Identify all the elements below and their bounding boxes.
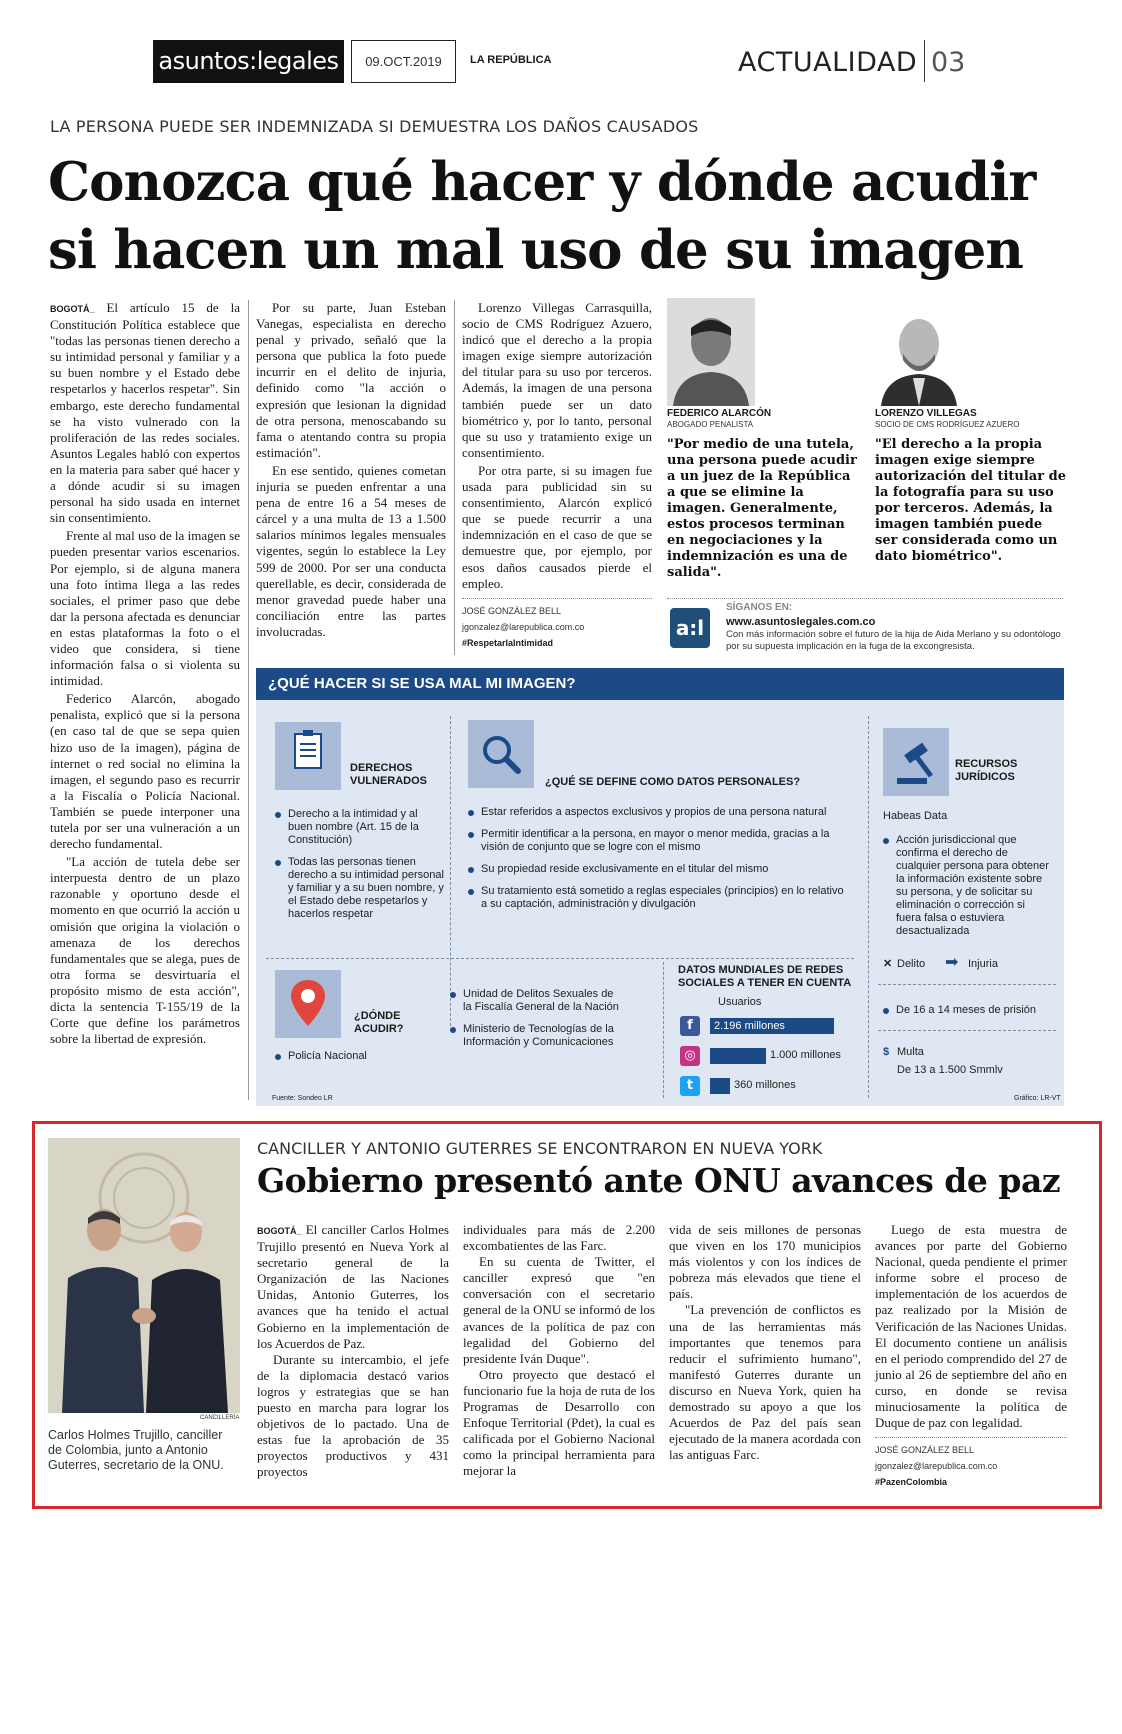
pull-quote-2: "El derecho a la propia imagen exige siempre autorización del titular de la fotografía para su uso por terceros. Además, la imagen también puede ser considerada como un dato biométrico". [875, 437, 1066, 564]
story-kicker: LA PERSONA PUEDE SER INDEMNIZADA SI DEMUESTRA LOS DAÑOS CAUSADOS [50, 117, 699, 136]
article-paragraph: En ese sentido, quienes cometan injuria se pueden enfrentar a una pena de entre 16 a 54 meses de cárcel y a una multa de 13 a 1.500 salarios mínimos legales mensuales vigentes, según lo establece la Ley 599 de 2000. Por ser una conducta querellable, es decir, considerada de menor gravedad puede haber una conciliación entre las partes involucradas. [256, 462, 446, 639]
portrait-lorenzo-villegas [875, 298, 963, 406]
article-column-1 [50, 300, 240, 1049]
list-item: De 16 a 14 meses de prisión [883, 1004, 1058, 1017]
article-paragraph: "La acción de tutela debe ser interpuesta dentro de un plazo razonable y oportuno desde el momento en que ocurrió la acción u omisión que origina la violación o amenaza de los derechos fundamentales que se alega, pues de otra forma se desvirtuaría el propósito mismo de esta acción", dicta la sentencia T-155/19 de la Corte que define los parámetros sobre la libertad de expresión. [50, 854, 240, 1047]
follow-label: SÍGANOS EN: [726, 602, 793, 613]
where-list-2 [450, 988, 620, 1058]
list-item: Ministerio de Tecnologías de la Información y Comunicaciones [450, 1023, 620, 1049]
list-item: Unidad de Delitos Sexuales de la Fiscalía General de la Nación [450, 988, 620, 1014]
habeas-list [883, 834, 1053, 947]
money-icon: $ [883, 1046, 890, 1058]
rights-list [275, 808, 445, 930]
article-paragraph: Federico Alarcón, abogado penalista, explicó que si la persona (en caso tal de que se sepa quien hizo uso de la imagen), página de internet o red social no elimina la imagen, el segundo paso es recurrir a la Fiscalía o Policía Nacional. También se puede interponer una tutela por ser una vulneración a un derecho fundamental. [50, 691, 240, 852]
chart-bar-label: 1.000 millones [770, 1049, 841, 1061]
twitter-icon: t [680, 1076, 700, 1096]
quote-role-1: ABOGADO PENALISTA [667, 420, 754, 429]
habeas-data-label: Habeas Data [883, 810, 948, 822]
graphic-credit: Gráfico: LR-VT [1014, 1095, 1061, 1102]
location-pin-icon [275, 970, 341, 1038]
social-heading: DATOS MUNDIALES DE REDES SOCIALES A TENER EN CUENTA [678, 964, 852, 989]
person-photo-icon [667, 298, 755, 406]
article-paragraph: BOGOTÁ_ El artículo 15 de la Constitución Política establece que "todas las personas tienen derecho a su intimidad personal y familiar y a su buen nombre y el Estado debe respetarlos y hacerlos respetar". Sin embargo, este derecho fundamental se ha visto vulnerado con la proliferación de las redes sociales. Asuntos Legales habló con expertos en la materia para saber qué hacer y a dónde acudir si su imagen personal ha sido usada en internet sin consentimiento. [50, 300, 240, 526]
quote-name-2: LORENZO VILLEGAS [875, 408, 977, 419]
facebook-icon: f [680, 1016, 700, 1036]
article-paragraph: Por su parte, Juan Esteban Vanegas, especialista en derecho penal y privado, señaló que la persona que publica la foto puede incurrir en el delito de injuria, definido como "la acción o expresión que lesionan la dignidad de otra persona, menoscabando su fama o atentando contra su propia estimación". [256, 300, 446, 460]
story2-column-3 [669, 1222, 861, 1463]
infographic-divider [450, 716, 451, 1026]
personal-data-list [468, 806, 848, 920]
byline: JOSÉ GONZÁLEZ BELL [462, 605, 562, 616]
publication-logo: asuntos:legales [153, 40, 344, 83]
list-item: Su propiedad reside exclusivamente en el titular del mismo [468, 863, 848, 876]
asuntos-legales-logo-icon: a:l [670, 608, 710, 648]
x-icon: ✕ [883, 958, 893, 970]
chart-bar-label: 2.196 millones [714, 1020, 785, 1032]
where-list [275, 1050, 445, 1072]
dateline: BOGOTÁ_ [257, 1226, 302, 1236]
photo-caption: Carlos Holmes Trujillo, canciller de Colombia, junto a Antonio Guterres, secretario de la ONU. [48, 1428, 224, 1472]
dateline: BOGOTÁ_ [50, 304, 95, 314]
article-paragraph: En su cuenta de Twitter, el canciller expresó que "en conversación con el secretario general de la ONU se informó de los avances de la política de paz con legalidad del Gobierno del presidente Iván Duque". [463, 1254, 655, 1366]
section-title: ACTUALIDAD [738, 47, 918, 78]
social-subheading: Usuarios [718, 996, 762, 1008]
fine-value: De 13 a 1.500 Smmlv [897, 1064, 1003, 1076]
delito-label: Delito [897, 958, 926, 970]
page-number: 03 [931, 47, 966, 78]
chart-bar-label: 360 millones [734, 1079, 796, 1091]
column-rule [454, 300, 455, 655]
infographic-title: ¿QUÉ HACER SI SE USA MAL MI IMAGEN? [256, 668, 1064, 700]
infographic-divider [663, 962, 664, 1098]
column-rule [248, 300, 249, 1100]
article-paragraph: Por otra parte, si su imagen fue usada para publicidad sin su consentimiento, Alarcón explicó que se puede recurrir a una indemnización en el caso de que se demuestre que, por ejemplo, por esos daños causados pierde el empleo. [462, 462, 652, 591]
author-email[interactable]: jgonzalez@larepublica.com.co [462, 621, 585, 632]
article-paragraph: Frente al mal uso de la imagen se pueden presentar varios escenarios. Por ejemplo, si de alguna manera una foto íntima llega a las redes sociales, el primer paso que debe dar la persona afectada es denunciar en estas plataformas la foto o el video que considera, si tiene información falsa o si violenta su intimidad. [50, 528, 240, 689]
issue-date: 09.OCT.2019 [351, 40, 456, 83]
list-item: Permitir identificar a la persona, en mayor o menor medida, gracias a la visión de conjunto que se logre con el mismo [468, 828, 848, 854]
article-paragraph: "La prevención de conflictos es una de las herramientas más importantes que tenemos para reducir el sufrimiento humano", manifestó Guterres durante un discurso en Nueva York, quien ha demostrado su apoyo a que los Acuerdos de Paz del país sean ejecutado de la manera acordada con las antiguas Farc. [669, 1302, 861, 1463]
hashtag[interactable]: #RespetarlaIntimidad [462, 637, 554, 648]
pull-quote-1: "Por medio de una tutela, una persona puede acudir a un juez de la República a que se elimine la imagen. Generalmente, estos procesos terminan en negociaciones y la indemnización es una de salida". [667, 437, 857, 580]
magnifier-icon [468, 720, 534, 788]
arrow-right-icon: ➡ [945, 954, 959, 971]
article-paragraph: individuales para más de 2.200 excombatientes de las Farc. [463, 1222, 655, 1254]
newspaper-name: LA REPÚBLICA [470, 54, 552, 66]
legal-heading: RECURSOS JURÍDICOS [955, 758, 1018, 783]
section-divider [924, 40, 925, 82]
list-item: Estar referidos a aspectos exclusivos y propios de una persona natural [468, 806, 848, 819]
prison-list [883, 1004, 1058, 1026]
person-photo-icon [875, 298, 963, 406]
article-column-2 [256, 300, 446, 642]
where-heading: ¿DÓNDE ACUDIR? [354, 1010, 404, 1035]
list-item: Derecho a la intimidad y al buen nombre (Art. 15 de la Constitución) [275, 808, 445, 847]
infographic-divider [878, 1030, 1056, 1031]
article-paragraph: vida de seis millones de personas que viven en los 170 municipios más violentos y con los índices de pobreza más elevados que tiene el país. [669, 1222, 861, 1302]
infographic-divider [868, 716, 869, 1098]
chart-bar [710, 1018, 834, 1034]
story2-column-1 [257, 1222, 449, 1481]
list-item: Su tratamiento está sometido a reglas especiales (principios) en lo relativo a su captación, administración y divulgación [468, 885, 848, 911]
article-paragraph: Otro proyecto que destacó el funcionario fue la hoja de ruta de los Programas de Desarrollo con Enfoque Territorial (Pdet), la cual es calificada por el Gobierno Nacional como la principal herramienta para mejorar la [463, 1366, 655, 1479]
chart-bar [710, 1078, 730, 1094]
list-item: Todas las personas tienen derecho a su intimidad personal y familiar y a su buen nombre, y el Estado debe respetarlos y hacerlos respetar [275, 856, 445, 921]
article-paragraph: Lorenzo Villegas Carrasquilla, socio de CMS Rodríguez Azuero, indicó que el derecho a la propia imagen exige siempre autorización del titular para su uso por terceros. Además, la imagen de una persona también puede ser un dato biométrico y, por lo tanto, personal que su uso y tratamiento exige un consentimiento. [462, 300, 652, 460]
story-headline: Conozca qué hacer y dónde acudir si hacen un mal uso de su imagen [48, 151, 1036, 281]
quote-role-2: SOCIO DE CMS RODRÍGUEZ AZUERO [875, 420, 1020, 429]
fine-label: Multa [897, 1046, 924, 1058]
author-email[interactable]: jgonzalez@larepublica.com.co [875, 1461, 998, 1472]
gavel-icon [883, 728, 949, 796]
injuria-label: Injuria [968, 958, 998, 970]
article-paragraph: Luego de esta muestra de avances por parte del Gobierno Nacional, queda pendiente el primer informe sobre el proceso de implementación de los acuerdos de paz realizado por la Misión de Verificación de las Naciones Unidas. El documento contiene un análisis en el periodo comprendido del 27 de junio al 26 de septiembre del año en curso, en donde se revisa minuciosamente la política de Duque de paz con legalidad. [875, 1222, 1067, 1431]
chart-bar [710, 1048, 766, 1064]
story2-kicker: CANCILLER Y ANTONIO GUTERRES SE ENCONTRARON EN NUEVA YORK [257, 1139, 823, 1158]
rights-heading: DERECHOS VULNERADOS [350, 762, 428, 787]
photo-credit: CANCILLERÍA [200, 1415, 240, 1421]
list-item: Acción jurisdiccional que confirma el derecho de cualquier persona para obtener la información existente sobre su persona, y de solicitar su eliminación o corrección si fuera falsa o estuviera desactualizada [883, 834, 1053, 938]
list-item: Policía Nacional [275, 1050, 445, 1063]
personal-data-heading: ¿QUÉ SE DEFINE COMO DATOS PERSONALES? [545, 776, 801, 788]
story-photo [48, 1138, 240, 1413]
document-icon [275, 722, 341, 790]
follow-description: Con más información sobre el futuro de la hija de Aida Merlano y su odontólogo por su supuesta implicación en la fuga de la excongresista. [726, 629, 1061, 652]
infographic-divider [878, 984, 1056, 985]
story2-column-4 [875, 1222, 1067, 1491]
source-note: Fuente: Sondeo LR [272, 1095, 333, 1102]
story2-headline: Gobierno presentó ante ONU avances de paz [257, 1161, 1061, 1200]
portrait-federico-alarcon [667, 298, 755, 406]
story2-column-2 [463, 1222, 655, 1480]
byline: JOSÉ GONZÁLEZ BELL [875, 1445, 975, 1456]
article-column-3 [462, 300, 652, 651]
follow-url-link[interactable]: www.asuntoslegales.com.co [726, 616, 876, 628]
hashtag[interactable]: #PazenColombia [875, 1477, 948, 1488]
quote-name-1: FEDERICO ALARCÓN [667, 408, 772, 419]
handshake-photo-icon [48, 1138, 240, 1413]
infographic-divider [266, 958, 854, 959]
article-paragraph: Durante su intercambio, el jefe de la diplomacia destacó varios logros y estrategias que se han puesto en marcha para lograr los objetivos de lo pactado. Una de estas fue la aprobación de 35 proyectos productivos y 431 proyectos [257, 1351, 449, 1480]
instagram-icon: ◎ [680, 1046, 700, 1066]
article-paragraph: BOGOTÁ_ El canciller Carlos Holmes Trujillo presentó en Nueva York al secretario general de la Organización de las Naciones Unidas, Antonio Guterres, los avances que ha tenido el actual Gobierno en la implementación de los Acuerdos de Paz. [257, 1222, 449, 1351]
